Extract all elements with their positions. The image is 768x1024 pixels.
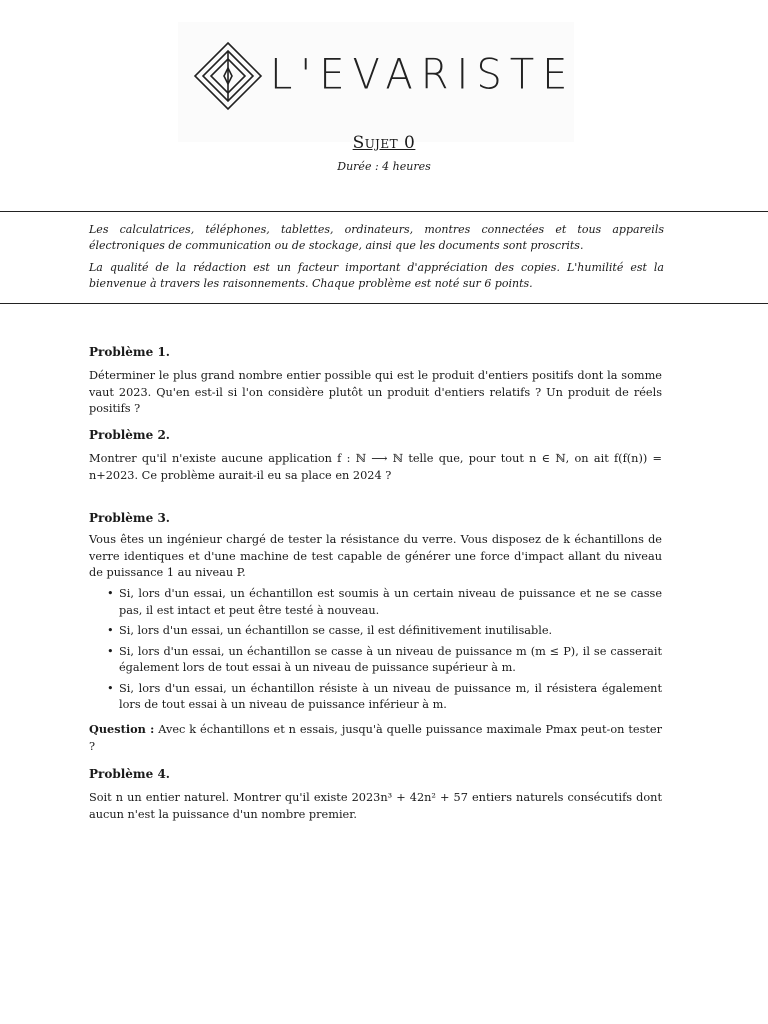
problem-3-question [89,721,662,755]
page-title: Sujet 0 [352,133,416,153]
bullet-icon: • [107,681,114,695]
bottom-divider [0,303,768,304]
problem-4-title: Problème 4. [89,767,170,781]
list-item: • Si, lors d'un essai, un échantillon résiste à un niveau de puissance m, il résistera également lors de tout essai à un niveau de puissance inférieur à m. [107,681,662,711]
logo [178,22,574,142]
bullet-icon: • [107,624,114,637]
problem-3-conditions-list [89,586,662,718]
diamond-logo-icon [192,40,264,116]
problem-1-text: Déterminer le plus grand nombre entier possible qui est le produit d'entiers positifs dont la somme vaut 2023. Qu'en est-il si l'on considère plutôt un produit d'entiers relatifs ? Un produit de réels positifs ? [89,369,662,415]
notice-paragraph-2: La qualité de la rédaction est un facteur important d'appréciation des copies. L'humilité est la bienvenue à travers les raisonnements. Chaque problème est noté sur 6 points. [89,261,664,290]
list-item: • Si, lors d'un essai, un échantillon se casse, il est définitivement inutilisable. [89,623,662,640]
problem-3-title: Problème 3. [89,511,170,525]
list-item: • Si, lors d'un essai, un échantillon est soumis à un certain niveau de puissance et ne se casse pas, il est intact et peut être testé à nouveau. [107,587,662,617]
question-label: Question : [89,722,155,736]
problem-1-title: Problème 1. [89,345,170,359]
list-item: • Si, lors d'un essai, un échantillon se casse à un niveau de puissance m (m ≤ P), il se casserait également lors de tout essai à un niveau de puissance supérieur à m. [107,644,662,674]
question-text: Avec k échantillons et n essais, jusqu'à quelle puissance maximale Pmax peut-on tester ? [89,723,663,753]
problem-4-text: Soit n un entier naturel. Montrer qu'il existe 2023n³ + 42n² + 57 entiers naturels consécutifs dont aucun n'est la puissance d'un nombre premier. [89,791,662,821]
bullet-icon: • [107,644,114,658]
logo-text: L'EVARISTE [270,50,576,100]
problem-2-title: Problème 2. [89,428,170,442]
duration-label: Durée : 4 heures [337,160,431,173]
problem-2-text: Montrer qu'il n'existe aucune application f : ℕ ⟶ ℕ telle que, pour tout n ∈ ℕ, on ait f(f(n)) = n+2023. Ce problème aurait-il eu sa place en 2024 ? [89,452,662,482]
top-divider [0,211,768,212]
problem-3-text: Vous êtes un ingénieur chargé de tester la résistance du verre. Vous disposez de k échantillons de verre identiques et d'une machine de test capable de générer une force d'impact allant du niveau de puissance 1 au niveau P. [89,533,662,579]
bullet-icon: • [107,587,114,600]
notice-paragraph-1: Les calculatrices, téléphones, tablettes, ordinateurs, montres connectées et tous appareils électroniques de communication ou de stockage, ainsi que les documents sont proscrits. [89,223,664,252]
